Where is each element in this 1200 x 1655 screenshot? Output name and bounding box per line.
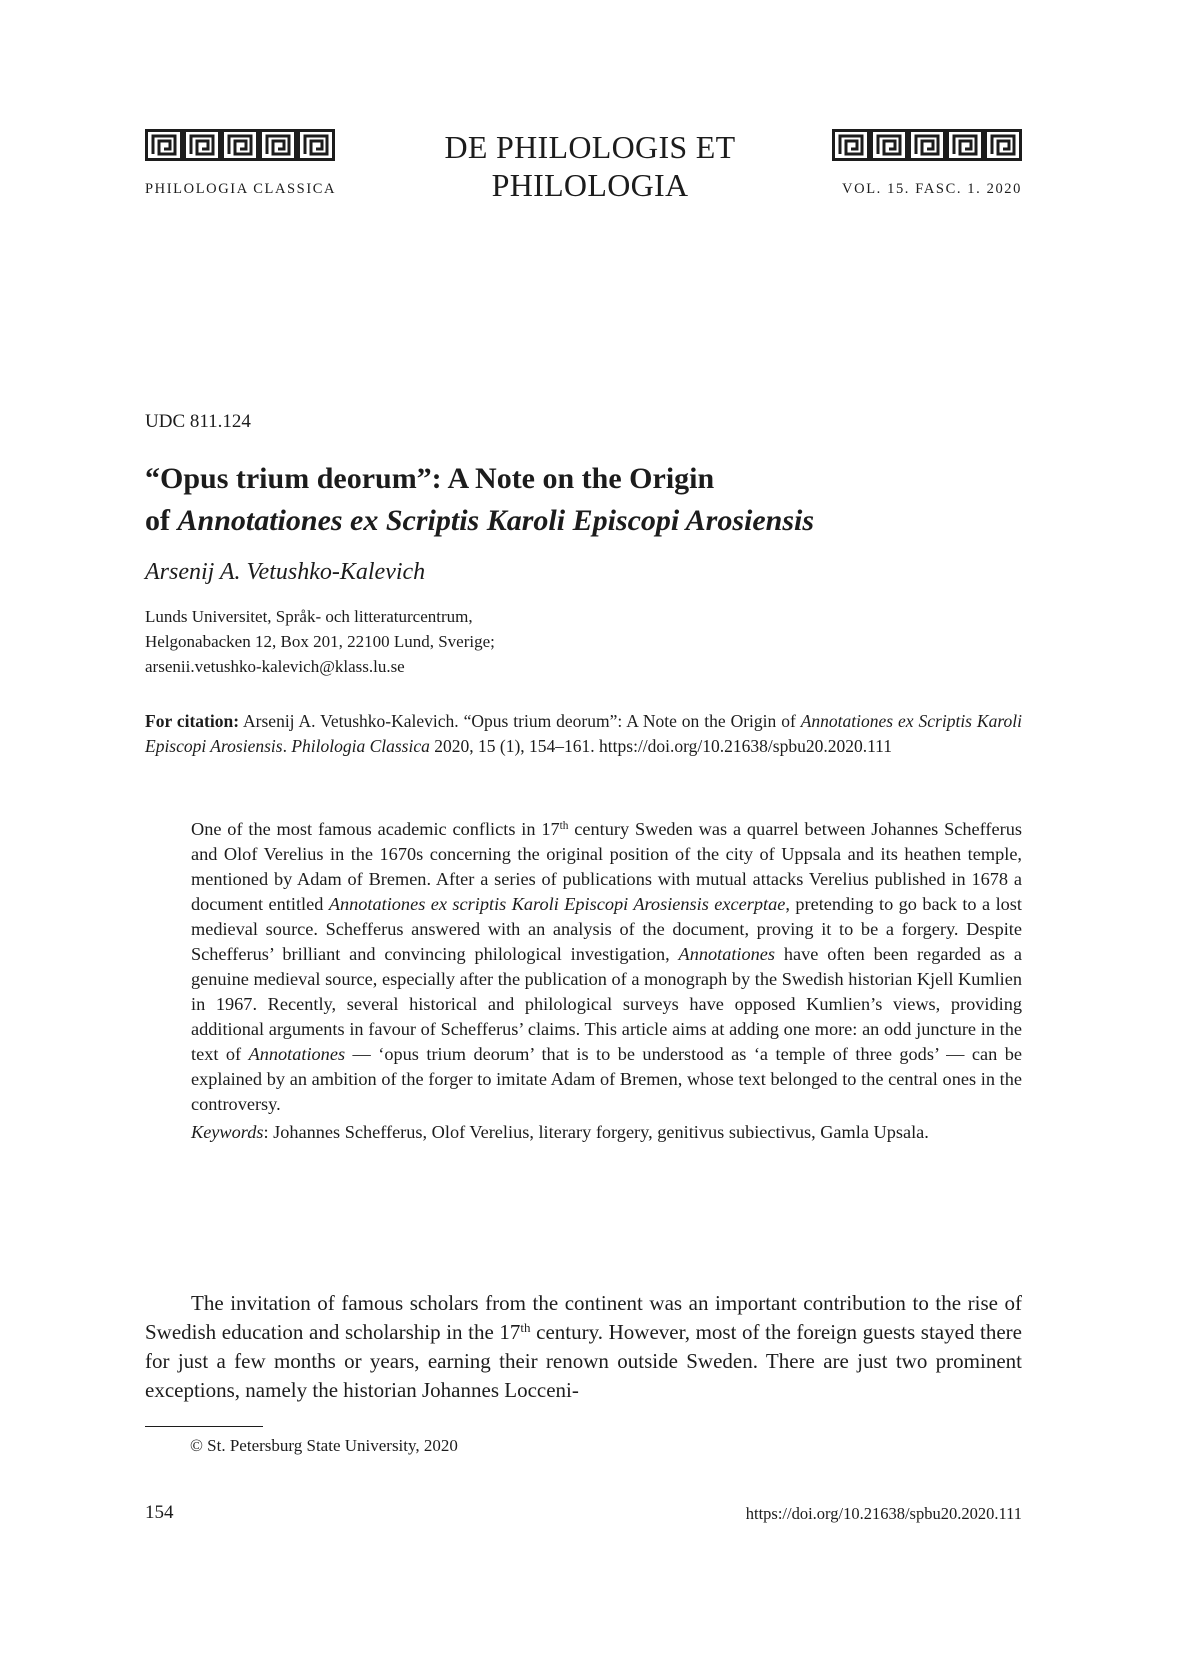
greek-key-meander-icon: [145, 129, 335, 161]
footnote-divider: [145, 1426, 263, 1427]
header-ornament-right: [832, 129, 1022, 161]
page-number: 154: [145, 1502, 174, 1523]
author-affiliation: [145, 604, 845, 679]
affiliation-line: Lunds Universitet, Språk- och litteraturcentrum,: [145, 607, 473, 626]
author-email[interactable]: arsenii.vetushko-kalevich@klass.lu.se: [145, 657, 405, 676]
volume-label: VOL. 15. FASC. 1. 2020: [842, 181, 1022, 197]
author-name: Arsenij A. Vetushko-Kalevich: [145, 559, 426, 585]
article-title: “Opus trium deorum”: A Note on the Origin of Annotationes ex Scriptis Karoli Episcopi Arosiensis: [145, 462, 815, 537]
body-paragraph: The invitation of famous scholars from the continent was an important contribution to the rise of Swedish education and scholarship in the 17th century. However, most of the foreign guests stayed there for just a few months or years, earning their renown outside Sweden. There are just two prominent exceptions, namely the historian Johannes Locceni-: [145, 1291, 1023, 1402]
citation-block: For citation: Arsenij A. Vetushko-Kalevich. “Opus trium deorum”: A Note on the Origin of Annotationes ex Scriptis Karoli Episcopi Arosiensis. Philologia Classica 2020, 15 (1), 154–161. https://doi.org/10.21638/spbu20.2020.111: [145, 711, 1022, 756]
greek-key-meander-icon: [832, 129, 1022, 161]
header-ornament-left: [145, 129, 335, 161]
journal-title: DE PHILOLOGIS ET PHILOLOGIA: [444, 129, 736, 203]
abstract: [191, 817, 1022, 1145]
series-label: PHILOLOGIA CLASSICA: [145, 181, 337, 197]
keywords: Keywords: Johannes Schefferus, Olof Verelius, literary forgery, genitivus subiectivus, Gamla Upsala.: [191, 1122, 929, 1142]
doi-link[interactable]: https://doi.org/10.21638/spbu20.2020.111: [745, 1504, 1022, 1523]
udc-code: UDC 811.124: [145, 411, 251, 432]
affiliation-line: Helgonabacken 12, Box 201, 22100 Lund, Sverige;: [145, 632, 495, 651]
copyright-footnote: © St. Petersburg State University, 2020: [190, 1436, 458, 1455]
abstract-text: One of the most famous academic conflicts in 17th century Sweden was a quarrel between Johannes Schefferus and Olof Verelius in the 1670s concerning the original position of the city of Uppsala and its heathen temple, mentioned by Adam of Bremen. After a series of publications with mutual attacks Verelius published in 1678 a document entitled Annotationes ex scriptis Karoli Episcopi Arosiensis excerptae, pretending to go back to a lost medieval source. Schefferus answered with an analysis of the document, proving it to be a forgery. Despite Schefferus’ brilliant and convincing philological investigation, Annotationes have often been regarded as a genuine medieval source, especially after the publication of a monograph by the Swedish historian Kjell Kumlien in 1967. Recently, several historical and philological surveys have opposed Kumlien’s views, providing additional arguments in favour of Schefferus’ claims. This article aims at adding one more: an odd juncture in the text of Annotationes — ‘opus trium deorum’ that is to be understood as ‘a temple of three gods’ — can be explained by an ambition of the forger to imitate Adam of Bremen, whose text belonged to the central ones in the controversy.: [191, 819, 1023, 1114]
body-text: [145, 1289, 1022, 1405]
